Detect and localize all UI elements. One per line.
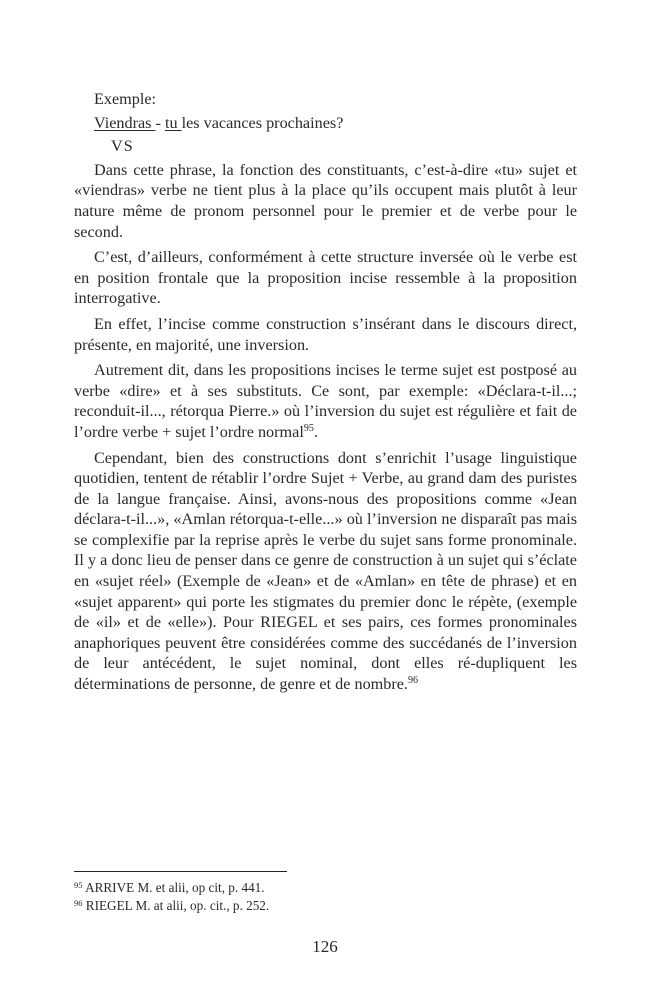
paragraph-text: Cependant, bien des constructions dont s’enrichit l’usage linguistique quotidien, tentent de rétablir l’ordre Sujet + Verbe, au grand dam des puristes de la langue française. Ainsi, avons-nous des propositions comme «Jean déclara-t-il...», «Amlan rétorqua-t-elle...» où l’inversion ne disparaît pas mais se complexifie par la reprise après le verbe du sujet sans forme pronominale. Il y a donc lieu de penser dans ce genre de construction à un sujet qui s’éclate en «sujet réel» (Exemple de «Jean» et de «Amlan» en tête de phrase) et en «sujet apparent» qui porte les stigmates du premier donc le répète, (exemple de «il» et de «elle»). Pour RIEGEL et ses pairs, ces formes pronominales anaphoriques peuvent être considérées comme des succédanés de l’inversion de leur antécédent, le sujet nominal, dont elles ré-dupliquent les déterminations de personne, de genre et de nombre. — [74, 448, 577, 694]
paragraph-text: Autrement dit, dans les propositions incises le terme sujet est postposé au verbe «dire» et à ses substituts. Ce sont, par exemple: «Déclara-t-il...; reconduit-il..., rétorqua Pierre.» où l’inversion du sujet est régulière et fait de l’ordre verbe + sujet l’ordre normal — [74, 361, 577, 441]
paragraph: Dans cette phrase, la fonction des constituants, c’est-à-dire «tu» sujet et «viendras» verbe ne tient plus à la place qu’ils occupent mais plutôt à leur nature même de pronom personnel pour le premier et de verbe pour le second. — [74, 160, 577, 241]
paragraph — [74, 448, 577, 695]
example-label: Exemple: — [94, 90, 157, 108]
paragraph: C’est, d’ailleurs, conformément à cette structure inversée où le verbe est en position frontale que la proposition incise ressemble à la proposition interrogative. — [74, 248, 577, 308]
example-dash: - — [155, 113, 165, 132]
footnote — [74, 898, 269, 914]
footnote-text: RIEGEL M. at alii, op. cit., p. 252. — [82, 898, 270, 913]
footnote-number: 96 — [74, 898, 83, 908]
example-rest: les vacances prochaines? — [181, 113, 344, 132]
main-text — [74, 89, 577, 700]
example-subject: tu — [164, 113, 182, 132]
footnote-divider — [74, 871, 287, 872]
footnote-text: ARRIVE M. et alii, op cit, p. 441. — [82, 880, 265, 895]
footnote-ref[interactable]: 96 — [407, 675, 418, 687]
paragraph — [74, 360, 577, 442]
example-sentence — [74, 113, 577, 134]
page-number: 126 — [312, 937, 338, 956]
footnote-number: 95 — [74, 880, 83, 890]
example-verb: Viendras — [94, 113, 156, 132]
paragraph: En effet, l’incise comme construction s’insérant dans le discours direct, présente, en majorité, une inversion. — [74, 314, 577, 354]
paragraph-text: . — [313, 422, 318, 441]
footnote — [74, 880, 265, 896]
footnote-ref[interactable]: 95 — [303, 422, 314, 434]
example-vs: VS — [111, 137, 134, 156]
